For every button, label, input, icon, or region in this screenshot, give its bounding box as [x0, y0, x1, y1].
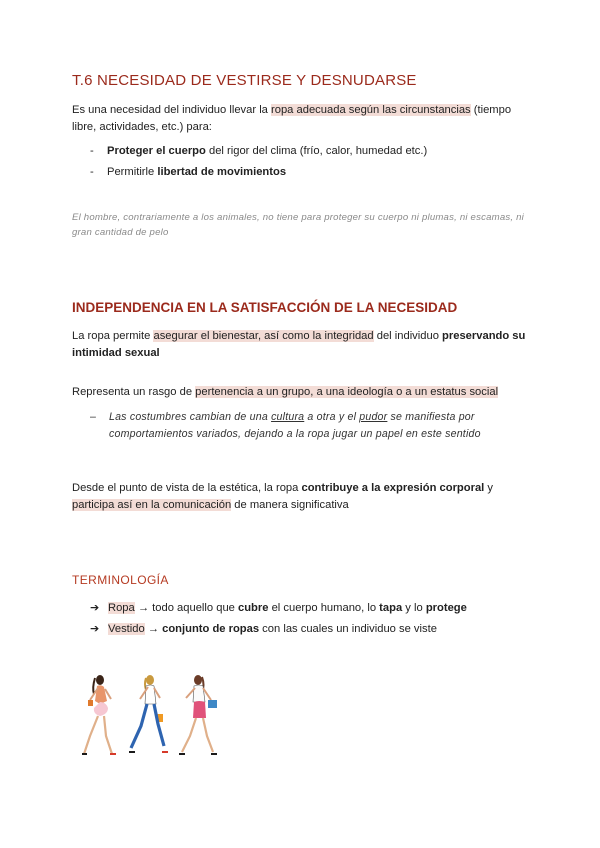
section2-paragraph-3: [72, 480, 534, 514]
terminology-list: [90, 600, 467, 642]
bullet-marker: -: [90, 166, 94, 178]
p1-bold: preservando su intimidad sexual: [72, 330, 526, 359]
quote-marker: –: [90, 411, 97, 423]
women-walking-illustration: [74, 672, 234, 760]
def-text: con las cuales un individuo se viste: [259, 623, 437, 635]
bullet-text: del rigor del clima (frío, calor, humedad etc.): [205, 145, 428, 157]
section-title-independence: INDEPENDENCIA EN LA SATISFACCIÓN DE LA NECESIDAD: [72, 300, 458, 315]
quote-underline-pudor: pudor: [359, 411, 388, 423]
def-text: y lo: [402, 602, 426, 614]
p1-highlight: asegurar el bienestar, así como la integridad: [153, 330, 374, 342]
p2-highlight: pertenencia a un grupo, a una ideología o a un estatus social: [195, 386, 499, 398]
intro-text: Es una necesidad del individuo llevar la: [72, 104, 272, 116]
needs-list: [90, 143, 427, 185]
page-title: T.6 NECESIDAD DE VESTIRSE Y DESNUDARSE: [72, 72, 417, 89]
quote-text-mid: a otra y el: [304, 411, 360, 423]
intro-text-end: (tiempo libre, actividades, etc.) para:: [72, 104, 512, 133]
intro-paragraph: [72, 102, 534, 136]
term-vestido: Vestido: [108, 623, 145, 635]
p2-text: Representa un rasgo de: [72, 386, 196, 398]
note-text: El hombre, contrariamente a los animales, no tiene para proteger su cuerpo ni plumas, ni escamas, ni gran cantidad de pelo: [72, 212, 524, 238]
def-bold: protege: [425, 602, 467, 614]
quote-underline-cultura: cultura: [271, 411, 305, 423]
quote-text-start: Las costumbres cambian de una: [109, 411, 272, 423]
list-item: [90, 143, 427, 160]
bullet-bold: Proteger el cuerpo: [107, 145, 206, 157]
walking-woman-figure: [82, 675, 116, 754]
def-text: el cuerpo humano, lo: [268, 602, 380, 614]
p3-text: Desde el punto de vista de la estética, la ropa: [72, 482, 302, 494]
def-bold: tapa: [379, 602, 403, 614]
def-bold: cubre: [238, 602, 269, 614]
walking-woman-figure: [179, 675, 217, 754]
list-item: [90, 621, 467, 638]
section-title-terminology: TERMINOLOGÍA: [72, 573, 169, 587]
p1-text-mid: del individuo: [373, 330, 443, 342]
p3-bold: contribuye a la expresión corporal: [301, 482, 485, 494]
section2-paragraph-2: [72, 384, 534, 401]
section2-paragraph-1: [72, 328, 534, 362]
p3-highlight: participa así en la comunicación: [72, 499, 232, 511]
list-item: [90, 164, 427, 181]
intro-highlight: ropa adecuada según las circunstancias: [271, 104, 471, 116]
def-bold: conjunto de ropas: [162, 623, 260, 635]
term-ropa: Ropa: [108, 602, 135, 614]
def-text: → todo aquello que: [134, 602, 238, 614]
bullet-marker: -: [90, 145, 94, 157]
p3-text-end: de manera significativa: [231, 499, 349, 511]
walking-woman-figure: [129, 675, 168, 752]
p3-text-mid: y: [484, 482, 493, 494]
quote-text-end: se manifiesta por comportamientos variados, dejando a la ropa jugar un papel en este sentido: [109, 411, 481, 440]
quote-text: [90, 409, 530, 443]
arrow-icon: ➔: [90, 623, 100, 635]
list-item: [90, 600, 467, 617]
bullet-text: Permitirle: [107, 166, 158, 178]
culture-quote: [90, 409, 530, 443]
bullet-bold: libertad de movimientos: [157, 166, 287, 178]
p1-text: La ropa permite: [72, 330, 154, 342]
def-text: →: [144, 623, 163, 635]
arrow-icon: ➔: [90, 602, 100, 614]
